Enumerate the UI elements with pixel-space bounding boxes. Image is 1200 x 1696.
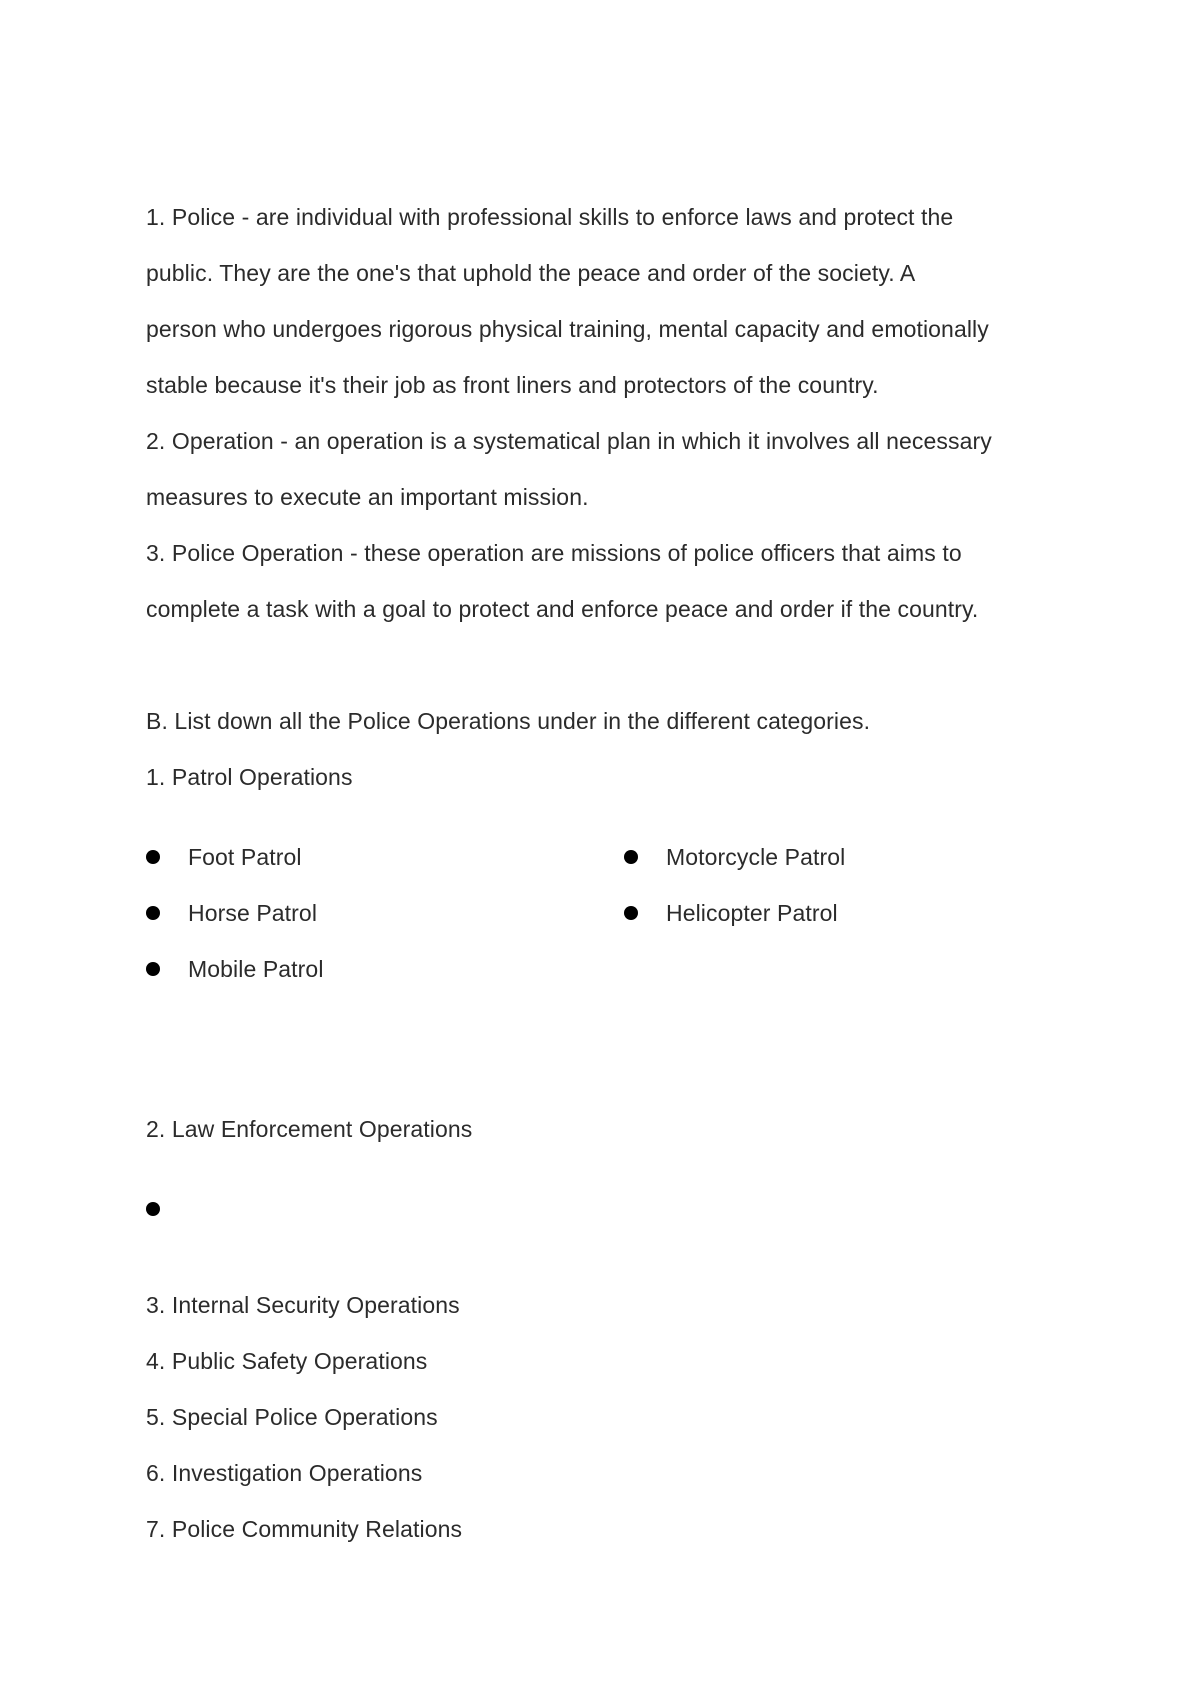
definition-line: stable because it's their job as front liners and protectors of the country.	[146, 372, 879, 398]
list-item	[624, 893, 1044, 933]
patrol-list-row	[146, 837, 1076, 893]
part-b-heading: B. List down all the Police Operations under in the different categories.	[146, 708, 871, 734]
list-gap	[146, 1165, 1076, 1189]
bullet-icon	[146, 906, 160, 920]
list-item	[624, 837, 1044, 877]
list-item-label: Mobile Patrol	[188, 956, 324, 982]
blank-lines	[146, 1005, 1076, 1109]
law-enforcement-title: 2. Law Enforcement Operations	[146, 1116, 473, 1142]
definition-line: 1. Police - are individual with professional skills to enforce laws and protect the	[146, 204, 954, 230]
list-item	[146, 1189, 624, 1229]
document-body	[146, 197, 1076, 1565]
category-title: 3. Internal Security Operations	[146, 1292, 460, 1318]
blank-line	[146, 645, 1076, 701]
patrol-list-row	[146, 893, 1076, 949]
definition-line: person who undergoes rigorous physical training, mental capacity and emotionally	[146, 316, 989, 342]
list-item	[146, 893, 624, 933]
category-title: 6. Investigation Operations	[146, 1460, 423, 1486]
bullet-icon	[624, 906, 638, 920]
patrol-operations-title: 1. Patrol Operations	[146, 764, 353, 790]
definition-line: 2. Operation - an operation is a systematical plan in which it involves all necessary	[146, 428, 992, 454]
bullet-icon	[146, 850, 160, 864]
category-title: 5. Special Police Operations	[146, 1404, 438, 1430]
definition-line: complete a task with a goal to protect and enforce peace and order if the country.	[146, 596, 979, 622]
list-item-label: Foot Patrol	[188, 844, 302, 870]
bullet-icon	[624, 850, 638, 864]
bullet-icon	[146, 962, 160, 976]
patrol-list-row	[146, 949, 1076, 1005]
list-item-label: Horse Patrol	[188, 900, 318, 926]
definition-line: public. They are the one's that uphold the peace and order of the society. A	[146, 260, 916, 286]
bullet-icon	[146, 1202, 160, 1216]
list-item-label: Helicopter Patrol	[666, 900, 838, 926]
list-gap	[146, 813, 1076, 837]
definition-line: 3. Police Operation - these operation are missions of police officers that aims to	[146, 540, 962, 566]
category-title: 7. Police Community Relations	[146, 1516, 463, 1542]
list-item	[146, 837, 624, 877]
list-item	[146, 949, 624, 989]
list-gap	[146, 1245, 1076, 1285]
law-enforcement-list-row	[146, 1189, 1076, 1245]
list-item-label: Motorcycle Patrol	[666, 844, 846, 870]
category-title: 4. Public Safety Operations	[146, 1348, 428, 1374]
definition-line: measures to execute an important mission.	[146, 484, 589, 510]
